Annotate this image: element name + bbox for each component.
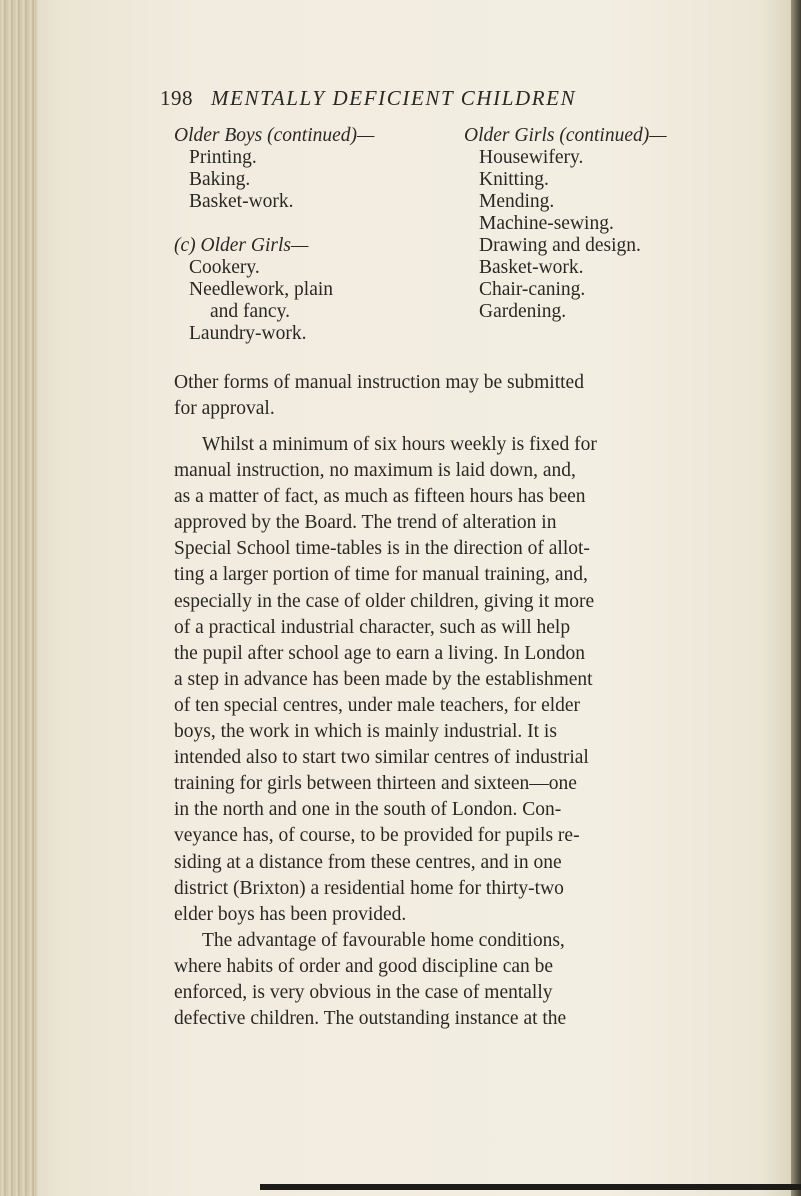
list-item: Baking. (189, 169, 251, 190)
text-line: Special School time-tables is in the direction of allot- (174, 538, 590, 560)
older-boys-heading: Older Boys (continued)— (174, 125, 375, 146)
list-item: Chair-caning. (479, 279, 586, 300)
text-line: of ten special centres, under male teachers, for elder (174, 694, 581, 716)
running-header (160, 86, 576, 111)
text-line: manual instruction, no maximum is laid down, and, (174, 460, 576, 482)
left-column (174, 125, 374, 345)
page-edge-shadow (791, 0, 801, 1196)
list-item: Housewifery. (479, 147, 584, 168)
paragraph-manual-instruction (174, 432, 714, 1032)
list-item: Printing. (189, 147, 257, 168)
page-number: 198 (160, 86, 193, 110)
text-line: intended also to start two similar centres of industrial (174, 747, 589, 769)
right-column (464, 125, 667, 323)
list-item: and fancy. (210, 301, 290, 322)
text-line: boys, the work in which is mainly industrial. It is (174, 721, 557, 743)
list-item: Machine-sewing. (479, 213, 614, 234)
older-girls-heading: (c) Older Girls— (174, 235, 309, 256)
running-title: MENTALLY DEFICIENT CHILDREN (211, 86, 577, 110)
list-item: Mending. (479, 191, 555, 212)
list-item: Knitting. (479, 169, 549, 190)
text-line: Other forms of manual instruction may be submitted (174, 372, 584, 393)
text-line: the pupil after school age to earn a living. In London (174, 642, 586, 664)
text-line: a step in advance has been made by the establishment (174, 668, 593, 690)
list-item: Cookery. (189, 257, 260, 278)
book-spine (0, 0, 38, 1196)
list-item: Gardening. (479, 301, 567, 322)
text-line: Whilst a minimum of six hours weekly is fixed for (202, 434, 597, 455)
list-item: Drawing and design. (479, 235, 641, 256)
paragraph-approval (174, 370, 714, 422)
bottom-shadow-rule (260, 1184, 801, 1190)
text-line: especially in the case of older children, giving it more (174, 590, 595, 612)
text-line: ting a larger portion of time for manual training, and, (174, 564, 588, 586)
older-girls-continued-heading: Older Girls (continued)— (464, 125, 667, 146)
text-line: elder boys has been provided. (174, 903, 407, 925)
text-line: where habits of order and good discipline can be (174, 955, 554, 977)
text-line: of a practical industrial character, such as will help (174, 616, 571, 638)
text-line: enforced, is very obvious in the case of mentally (174, 981, 553, 1003)
text-line: siding at a distance from these centres, and in one (174, 851, 562, 873)
text-line: The advantage of favourable home conditions, (202, 929, 565, 951)
list-item: Basket-work. (479, 257, 584, 278)
text-line: training for girls between thirteen and sixteen—one (174, 773, 577, 795)
list-item: Needlework, plain (189, 279, 334, 300)
text-line: for approval. (174, 398, 275, 420)
text-line: defective children. The outstanding instance at the (174, 1008, 567, 1030)
text-line: district (Brixton) a residential home for thirty-two (174, 877, 564, 899)
text-line: veyance has, of course, to be provided for pupils re- (174, 825, 580, 847)
text-line: as a matter of fact, as much as fifteen hours has been (174, 486, 586, 508)
list-item: Laundry-work. (189, 323, 307, 344)
text-line: approved by the Board. The trend of alteration in (174, 512, 557, 534)
list-item: Basket-work. (189, 191, 294, 212)
text-line: in the north and one in the south of London. Con- (174, 799, 562, 821)
